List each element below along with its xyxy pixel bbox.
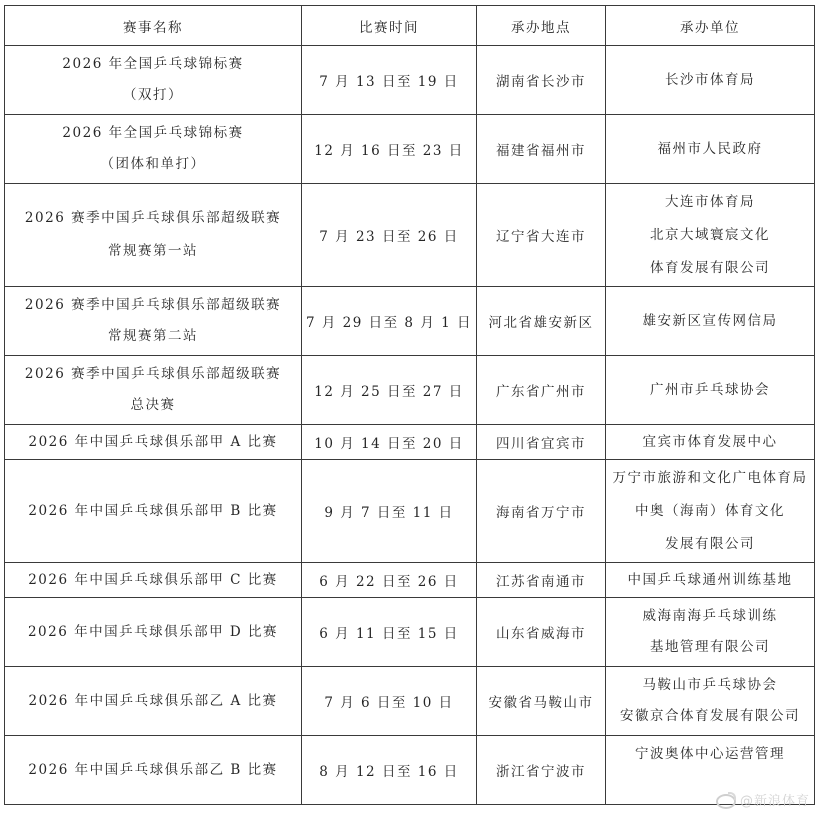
table-row <box>5 115 815 184</box>
event-name-cell <box>5 46 302 115</box>
event-name-cell <box>5 563 302 598</box>
event-name-line: （团体和单打） <box>100 156 206 172</box>
table-row <box>5 46 815 115</box>
event-name-line: 2026 年中国乒乓球俱乐部甲 C 比赛 <box>28 572 278 588</box>
organizer-line: 宁波奥体中心运营管理 <box>635 746 785 762</box>
organizer-cell <box>606 598 815 667</box>
schedule-table <box>4 5 815 805</box>
time-cell: 7 月 6 日至 10 日 <box>302 667 477 736</box>
organizer-cell <box>606 115 815 184</box>
header-time: 比赛时间 <box>302 6 477 46</box>
time-cell: 12 月 16 日至 23 日 <box>302 115 477 184</box>
event-name-cell <box>5 667 302 736</box>
event-name-line: 2026 赛季中国乒乓球俱乐部超级联赛 <box>24 297 282 313</box>
event-name-line: 2026 年中国乒乓球俱乐部甲 D 比赛 <box>27 623 279 640</box>
event-name-line: 常规赛第二站 <box>108 328 198 344</box>
event-name-cell <box>5 184 302 287</box>
event-name-cell <box>5 460 302 563</box>
table-row <box>5 667 815 736</box>
organizer-cell <box>606 667 815 736</box>
event-name-line: 2026 年全国乒乓球锦标赛 <box>62 56 244 72</box>
time-cell: 10 月 14 日至 20 日 <box>302 425 477 460</box>
time-cell: 12 月 25 日至 27 日 <box>302 356 477 425</box>
location-cell: 福建省福州市 <box>477 115 606 184</box>
event-name-cell <box>5 115 302 184</box>
organizer-cell <box>606 184 815 287</box>
table-row <box>5 460 815 563</box>
event-name-line: （双打） <box>123 87 183 103</box>
organizer-cell <box>606 460 815 563</box>
time-cell: 8 月 12 日至 16 日 <box>302 736 477 805</box>
organizer-line: 宜宾市体育发展中心 <box>642 434 778 450</box>
organizer-line: 威海南海乒乓球训练 <box>642 608 778 624</box>
organizer-cell <box>606 356 815 425</box>
organizer-line: 发展有限公司 <box>665 535 755 552</box>
time-cell: 6 月 22 日至 26 日 <box>302 563 477 598</box>
event-name-line: 2026 赛季中国乒乓球俱乐部超级联赛 <box>24 366 282 382</box>
location-cell: 山东省威海市 <box>477 598 606 667</box>
event-name-cell <box>5 598 302 667</box>
table-row <box>5 563 815 598</box>
organizer-line: 大连市体育局 <box>665 193 755 210</box>
table-row <box>5 287 815 356</box>
location-cell: 江苏省南通市 <box>477 563 606 598</box>
table-row <box>5 356 815 425</box>
organizer-line: 福州市人民政府 <box>657 140 763 157</box>
event-name-line: 2026 年中国乒乓球俱乐部甲 A 比赛 <box>28 434 278 450</box>
organizer-line: 雄安新区宣传网信局 <box>642 312 778 329</box>
event-name-line: 2026 年中国乒乓球俱乐部乙 A 比赛 <box>28 692 278 709</box>
time-cell: 9 月 7 日至 11 日 <box>302 460 477 563</box>
organizer-line: 中国乒乓球通州训练基地 <box>627 572 793 588</box>
organizer-cell <box>606 563 815 598</box>
location-cell: 河北省雄安新区 <box>477 287 606 356</box>
location-cell: 四川省宜宾市 <box>477 425 606 460</box>
table-row <box>5 598 815 667</box>
location-cell: 湖南省长沙市 <box>477 46 606 115</box>
location-cell: 广东省广州市 <box>477 356 606 425</box>
organizer-line: 广州市乒乓球协会 <box>650 381 770 398</box>
time-cell: 7 月 13 日至 19 日 <box>302 46 477 115</box>
location-cell: 安徽省马鞍山市 <box>477 667 606 736</box>
header-organizer: 承办单位 <box>606 6 815 46</box>
table-row <box>5 184 815 287</box>
organizer-line: 长沙市体育局 <box>665 71 755 88</box>
location-cell: 海南省万宁市 <box>477 460 606 563</box>
weibo-logo-icon <box>714 792 736 808</box>
organizer-line: 中奥（海南）体育文化 <box>635 502 785 519</box>
table-row <box>5 736 815 805</box>
event-name-line: 2026 年中国乒乓球俱乐部乙 B 比赛 <box>28 761 278 778</box>
event-name-cell <box>5 287 302 356</box>
organizer-line: 万宁市旅游和文化广电体育局 <box>612 469 808 486</box>
header-location: 承办地点 <box>477 6 606 46</box>
table-row <box>5 425 815 460</box>
time-cell: 6 月 11 日至 15 日 <box>302 598 477 667</box>
event-name-cell <box>5 356 302 425</box>
organizer-line: 马鞍山市乒乓球协会 <box>642 677 778 693</box>
event-name-line: 常规赛第一站 <box>108 243 198 259</box>
watermark-text: @新浪体育 <box>739 794 810 809</box>
location-cell: 浙江省宁波市 <box>477 736 606 805</box>
event-name-line: 2026 年全国乒乓球锦标赛 <box>62 125 244 141</box>
organizer-cell <box>606 46 815 115</box>
organizer-line: 基地管理有限公司 <box>650 639 770 655</box>
location-cell: 辽宁省大连市 <box>477 184 606 287</box>
organizer-line: 安徽京合体育发展有限公司 <box>620 708 800 724</box>
organizer-cell <box>606 287 815 356</box>
time-cell: 7 月 29 日至 8 月 1 日 <box>302 287 477 356</box>
watermark <box>714 790 810 809</box>
header-row <box>5 6 815 46</box>
time-cell: 7 月 23 日至 26 日 <box>302 184 477 287</box>
event-name-cell <box>5 736 302 805</box>
organizer-cell <box>606 425 815 460</box>
event-name-cell <box>5 425 302 460</box>
event-name-line: 2026 赛季中国乒乓球俱乐部超级联赛 <box>24 210 282 226</box>
organizer-line: 体育发展有限公司 <box>650 259 770 276</box>
event-name-line: 2026 年中国乒乓球俱乐部甲 B 比赛 <box>28 502 278 519</box>
organizer-line: 北京大域寰宸文化 <box>650 226 770 243</box>
event-name-line: 总决赛 <box>130 397 176 413</box>
header-event-name: 赛事名称 <box>5 6 302 46</box>
